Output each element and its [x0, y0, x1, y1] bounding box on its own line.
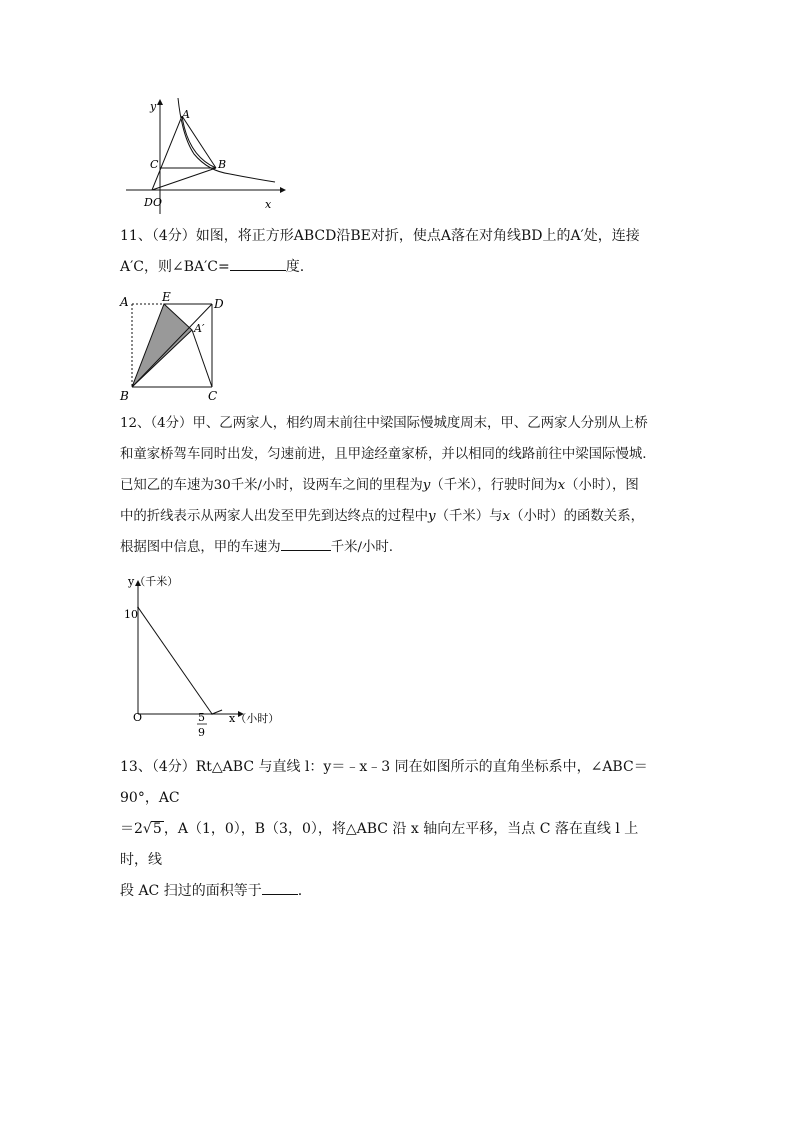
q11-number: 11、: [120, 228, 152, 244]
point-c-label: C: [150, 158, 159, 171]
point-o-label: O: [153, 196, 163, 209]
chart-y-label: y（千米）: [128, 575, 179, 588]
q12-text-4b: （千米）与: [435, 509, 503, 524]
q12-var-x-2: x: [502, 509, 511, 524]
chart-x-tick-denominator: 9: [198, 726, 205, 739]
q12-text-3a: 已知乙的车速为30千米/小时，设两车之间的里程为: [120, 478, 423, 493]
q13-line-1: [120, 752, 660, 814]
q13-text-1: Rt△ABC 与直线 l：y＝﹣x﹣3 同在如图所示的直角坐标系中，∠ABC＝90°，AC: [120, 759, 648, 806]
sq-e-label: E: [162, 292, 171, 304]
sq-d-label: D: [214, 297, 224, 311]
chart-x-label: x（小时）: [229, 712, 280, 725]
sqrt-argument: 5: [152, 821, 162, 837]
q11-line-2: [120, 252, 660, 283]
q13-line-3: [120, 876, 660, 907]
q12-line-2: 和童家桥驾车同时出发，匀速前进，且甲途经童家桥，并以相同的线路前往中梁国际慢城.: [120, 447, 647, 462]
q12-text-3b: （千米），行驶时间为: [430, 478, 558, 493]
question-11: [120, 221, 660, 283]
q13-answer-blank[interactable]: [262, 880, 298, 895]
q13-text-3b: .: [297, 883, 303, 899]
sq-a-prime-label: A′: [194, 322, 205, 335]
question-13: [120, 752, 660, 907]
q12-chart: [118, 572, 288, 747]
q12-line-4: [120, 501, 660, 532]
chart-x-tick-numerator: 5: [198, 711, 205, 724]
data-point-0: [137, 607, 139, 609]
q12-var-x: x: [557, 478, 566, 493]
q13-line-2: [120, 814, 660, 876]
sq-c-label: C: [208, 389, 218, 403]
series-line-0: [138, 607, 212, 714]
q12-text-1: 甲、乙两家人，相约周末前往中梁国际慢城度周末，甲、乙两家人分别从上桥: [192, 416, 648, 431]
q11-text-2b: 度.: [285, 259, 305, 275]
q12-var-y-2: y: [427, 509, 436, 524]
q12-line-1: [120, 408, 660, 439]
q11-score: （4分）: [151, 228, 196, 244]
q11-line-1: [120, 221, 660, 252]
sq-b-label: B: [120, 389, 129, 403]
point-a-label: A: [182, 108, 190, 121]
q11-answer-blank[interactable]: [230, 256, 286, 271]
q12-text-4a: 中的折线表示从两家人出发至甲先到达终点的过程中: [120, 509, 428, 524]
q11-text-1: 如图，将正方形ABCD沿BE对折，使点A落在对角线BD上的A′处，连接: [195, 228, 640, 244]
q10-figure: [120, 96, 290, 214]
q13-text-3a: 段 AC 扫过的面积等于: [120, 883, 262, 899]
q12-answer-blank[interactable]: [281, 536, 331, 551]
q12-var-y: y: [422, 478, 431, 493]
q12-text-3c: （小时），图: [565, 478, 639, 493]
q12-line-5: [120, 532, 660, 563]
q13-number: 13、: [120, 759, 152, 775]
point-d-label: D: [144, 196, 153, 209]
point-b-label: B: [218, 158, 227, 171]
q11-text-2a: A′C，则∠BA′C=: [120, 259, 230, 275]
q12-number: 12、: [120, 416, 151, 431]
q11-figure: [118, 292, 228, 404]
y-axis-label: y: [150, 100, 157, 113]
q12-text-5b: 千米/小时.: [330, 540, 394, 555]
chart-y-tick-label: 10: [124, 608, 138, 621]
question-12: [120, 408, 660, 563]
q12-text-5a: 根据图中信息，甲的车速为: [120, 540, 281, 555]
series-tail: [212, 710, 222, 714]
q13-score: （4分）: [151, 759, 196, 775]
sqrt-symbol: √ 5: [142, 821, 162, 837]
q12-text-4c: （小时）的函数关系，: [510, 509, 644, 524]
q13-text-2b: ，A（1，0），B（3，0），将△ABC 沿 x 轴向左平移，当点 C 落在直线 l 上时，线: [120, 821, 639, 868]
q12-score: （4分）: [150, 416, 193, 431]
x-axis-label: x: [265, 198, 272, 211]
q13-text-2a: ＝2: [120, 821, 143, 837]
q12-line-3: [120, 470, 660, 501]
chart-origin-label: O: [133, 711, 143, 724]
sq-a-label: A: [120, 295, 129, 309]
